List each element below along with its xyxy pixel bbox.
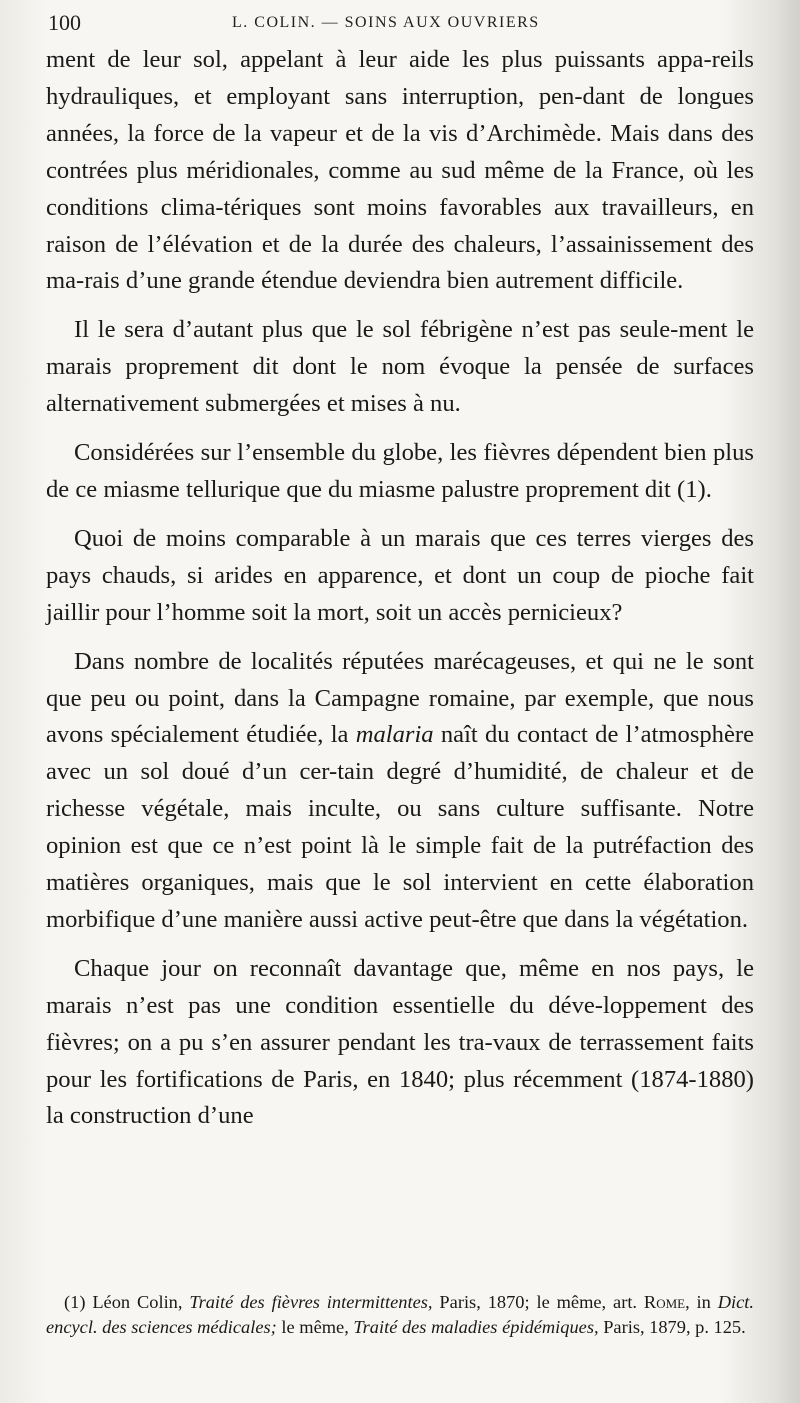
italic-text: malaria (355, 721, 434, 749)
text-run: Quoi de moins comparable à un marais que ces terres vierges des pays chauds, si arides en apparence, et dont un coup de pioche fait jaillir pour l’homme soit la mort, soit un accès pernicieux? (46, 524, 754, 626)
paragraph (46, 951, 754, 1136)
italic-text: Traité des maladies épidémiques, (353, 1317, 599, 1337)
text-run: Il le sera d’autant plus que le sol fébrigène n’est pas seule-ment le marais proprement dit dont le nom évoque la pensée de surfaces alternativement submergées et mises à nu. (46, 316, 754, 418)
paragraph (46, 521, 754, 632)
paragraph (46, 42, 754, 300)
text-run: , in (685, 1292, 718, 1312)
running-head: L. COLIN. — SOINS AUX OUVRIERS (232, 14, 540, 31)
text-run: Chaque jour on reconnaît davantage que, même en nos pays, le marais n’est pas une condition essentielle du déve-loppement des fièvres; on a pu s’en assurer pendant les tra-vaux de terrassement faits pour les fortifications de Paris, en 1840; plus récemment (1874-1880) la construction d’une (46, 954, 754, 1130)
page-header (44, 10, 756, 40)
italic-text: Dict. encycl. des sciences médicales; (46, 1292, 755, 1337)
paragraph (46, 644, 754, 939)
text-run: le même, (276, 1317, 354, 1337)
page-number: 100 (48, 10, 81, 35)
text-run: Considérées sur l’ensemble du globe, les fièvres dépendent bien plus de ce miasme tellurique que du miasme palustre proprement dit (1). (46, 439, 754, 503)
paragraph (46, 435, 754, 509)
text-run: Paris, 1870; le même, art. (432, 1292, 644, 1312)
smallcaps-text: Rome (643, 1292, 686, 1312)
body-text (46, 42, 754, 1147)
italic-text: Traité des fièvres intermittentes, (189, 1292, 433, 1312)
paragraph (46, 312, 754, 423)
text-run: Dans nombre de localités réputées marécageuses, et qui ne le sont que peu ou point, dans la Campagne romaine, par exemple, que nous avons spécialement étudiée, la (46, 647, 754, 749)
footnote (46, 1290, 754, 1340)
text-run: naît du contact de l’atmosphère avec un sol doué d’un cer-tain degré d’humidité, de chaleur et de richesse végétale, mais inculte, ou sans culture suffisante. Notre opinion est que ce n’est point là le simple fait de la putréfaction des matières organiques, mais que le sol intervient en cette élaboration morbifique d’une manière aussi active peut-être que dans la végétation. (46, 721, 755, 933)
text-run: ment de leur sol, appelant à leur aide les plus puissants appa-reils hydrauliques, et employant sans interruption, pen-dant de longues années, la force de la vapeur et de la vis d’Archimède. Mais dans des contrées plus méridionales, comme au sud même de la France, où les conditions clima-tériques sont moins favorables aux travailleurs, en raison de l’élévation et de la durée des chaleurs, l’assainissement des ma-rais d’une grande étendue deviendra bien autrement difficile. (46, 46, 754, 295)
text-run: Paris, 1879, p. 125. (598, 1317, 746, 1337)
text-run: (1) Léon Colin, (64, 1292, 190, 1312)
